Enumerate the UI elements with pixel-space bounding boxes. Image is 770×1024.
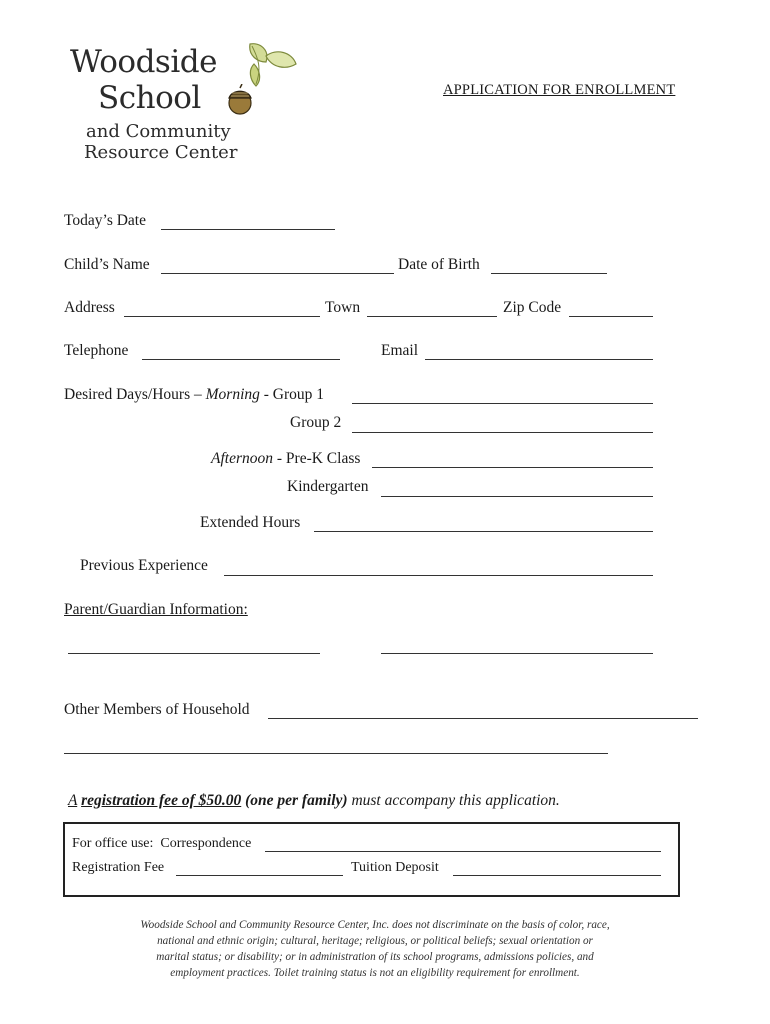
parent-guardian-heading: Parent/Guardian Information:: [64, 601, 248, 618]
address-field[interactable]: [124, 316, 320, 317]
group1-label: - Group 1: [263, 386, 325, 403]
acorn-icon: [224, 84, 256, 116]
zip-code-field[interactable]: [569, 316, 653, 317]
group2-field[interactable]: [352, 432, 653, 433]
logo-and-community: and Community: [86, 121, 231, 142]
desired-days-row: [64, 386, 324, 404]
morning-label: Morning: [205, 386, 260, 403]
nondiscrimination-statement: [90, 917, 660, 981]
todays-date-field[interactable]: [161, 229, 335, 230]
registration-fee-field[interactable]: [176, 875, 343, 876]
parent-guardian-field-1[interactable]: [68, 653, 320, 654]
footer-line-3: marital status; or disability; or in administration of its school programs, admissions policies, and: [156, 951, 594, 963]
fee-notice-amount: registration fee of $50.00: [81, 792, 242, 809]
email-label: Email: [381, 342, 419, 359]
other-members-field-1[interactable]: [268, 718, 698, 719]
date-of-birth-label: Date of Birth: [398, 256, 480, 273]
afternoon-label: Afternoon: [211, 450, 273, 467]
logo-school: School: [98, 80, 201, 116]
prek-label: - Pre-K Class: [276, 450, 361, 467]
extended-hours-label: Extended Hours: [200, 514, 301, 531]
kindergarten-field[interactable]: [381, 496, 653, 497]
group1-field[interactable]: [352, 403, 653, 404]
registration-fee-label: Registration Fee: [72, 860, 165, 875]
other-members-field-2[interactable]: [64, 753, 608, 754]
group2-label: Group 2: [290, 414, 342, 431]
footer-line-2: national and ethnic origin; cultural, heritage; religious, or political beliefs; sexual orientation or: [157, 935, 593, 947]
correspondence-field[interactable]: [265, 851, 661, 852]
fee-notice: [68, 792, 560, 810]
previous-experience-label: Previous Experience: [80, 557, 208, 574]
desired-days-label: Desired Days/Hours –: [64, 386, 202, 403]
fee-notice-a: A: [68, 792, 78, 809]
telephone-label: Telephone: [64, 342, 129, 359]
email-field[interactable]: [425, 359, 653, 360]
telephone-field[interactable]: [142, 359, 340, 360]
logo-resource-center: Resource Center: [84, 142, 238, 163]
todays-date-label: Today’s Date: [64, 212, 146, 229]
extended-hours-field[interactable]: [314, 531, 653, 532]
form-title: APPLICATION FOR ENROLLMENT: [443, 82, 676, 98]
zip-code-label: Zip Code: [503, 299, 562, 316]
footer-line-4: employment practices. Toilet training status is not an eligibility requirement for enrollment.: [170, 967, 580, 979]
town-field[interactable]: [367, 316, 497, 317]
footer-line-1: Woodside School and Community Resource Center, Inc. does not discriminate on the basis of color, race,: [140, 919, 610, 931]
fee-notice-rest: must accompany this application.: [351, 792, 560, 809]
leaf-icon: [240, 40, 302, 90]
office-use-row1: [72, 836, 251, 852]
town-label: Town: [325, 299, 361, 316]
childs-name-label: Child’s Name: [64, 256, 150, 273]
office-use-label: For office use:: [72, 836, 154, 851]
tuition-deposit-label: Tuition Deposit: [351, 860, 439, 875]
other-members-label: Other Members of Household: [64, 701, 250, 718]
date-of-birth-field[interactable]: [491, 273, 607, 274]
kindergarten-label: Kindergarten: [287, 478, 369, 495]
previous-experience-field[interactable]: [224, 575, 653, 576]
tuition-deposit-field[interactable]: [453, 875, 661, 876]
prek-field[interactable]: [372, 467, 653, 468]
logo-woodside: Woodside: [70, 44, 217, 80]
correspondence-label: Correspondence: [160, 836, 252, 851]
childs-name-field[interactable]: [161, 273, 394, 274]
parent-guardian-field-2[interactable]: [381, 653, 653, 654]
afternoon-row: [211, 450, 360, 468]
fee-notice-per-family: (one per family): [245, 792, 348, 809]
address-label: Address: [64, 299, 115, 316]
